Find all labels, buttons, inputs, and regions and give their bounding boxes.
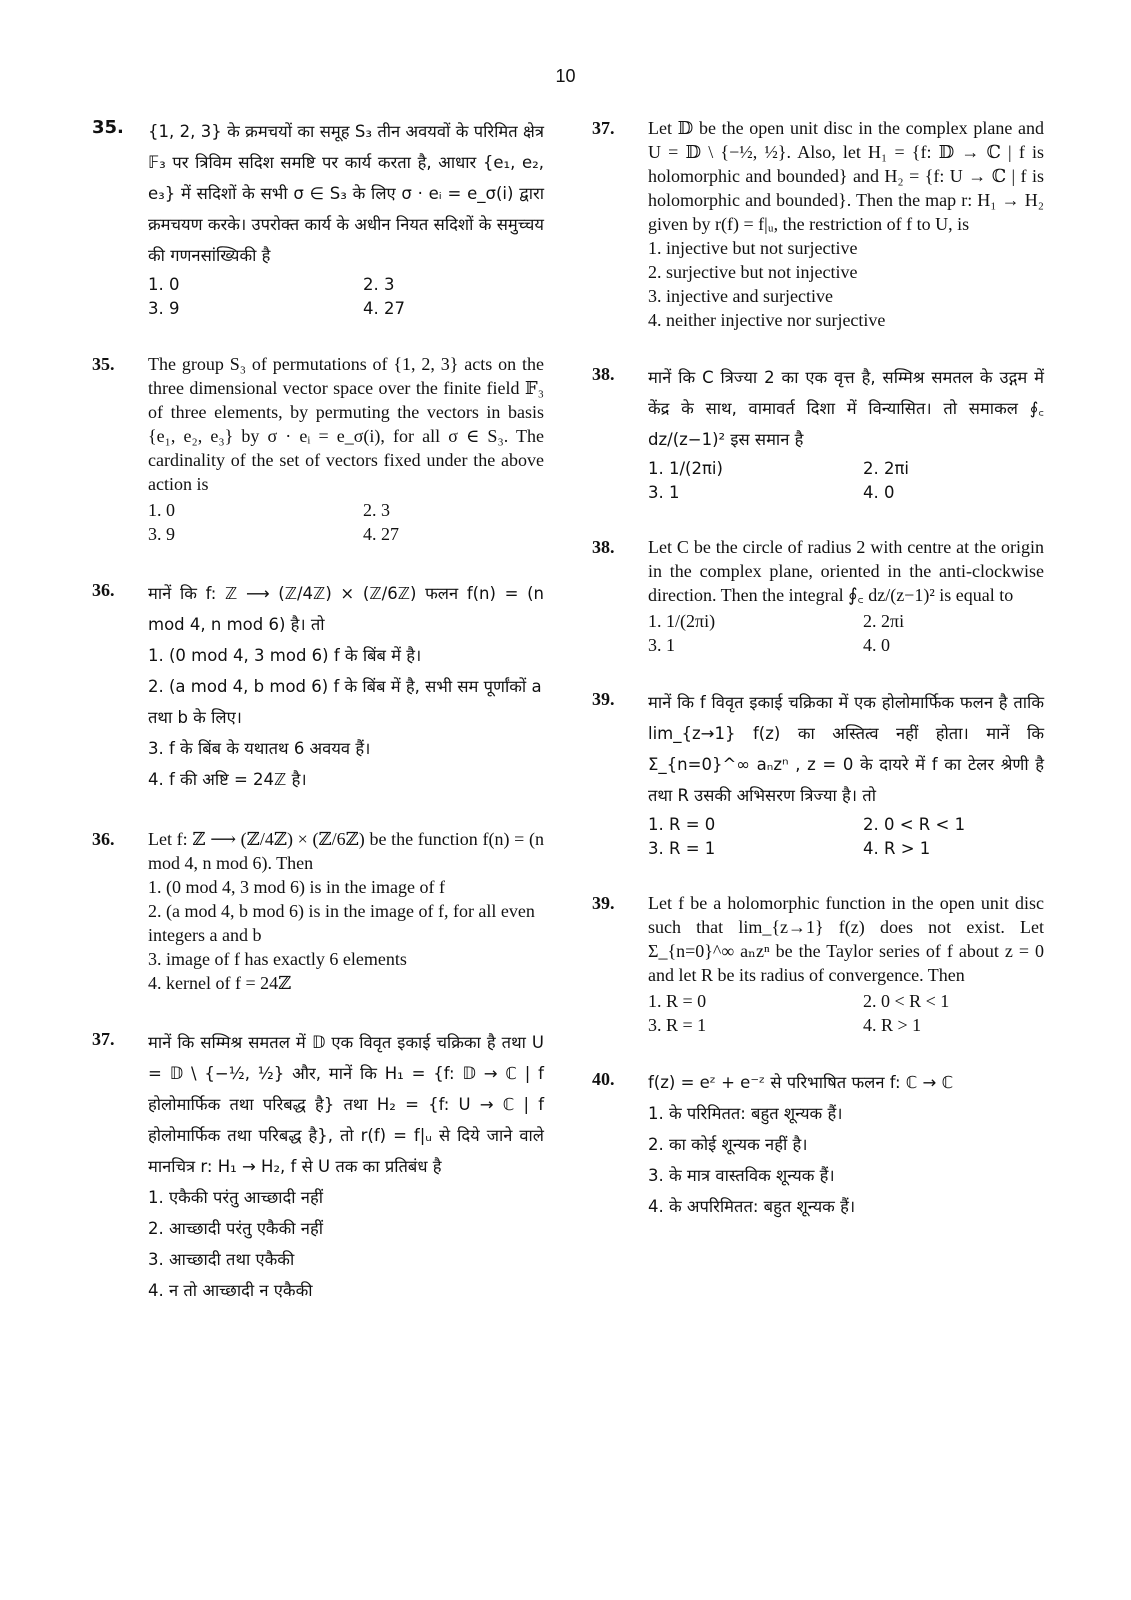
option-2: 2. 2πi <box>863 611 905 631</box>
option-3: 3. image of f has exactly 6 elements <box>148 949 407 969</box>
option-4: 4. neither injective nor surjective <box>648 310 886 330</box>
option-4: 4. 0 <box>863 483 895 502</box>
option-3: 3. 9 <box>148 299 180 318</box>
question-stem: f(z) = eᶻ + e⁻ᶻ से परिभाषित फलन f: ℂ → ℂ <box>648 1073 954 1092</box>
option-3: 3. 1 <box>648 635 675 655</box>
question-stem: Let 𝔻 be the open unit disc in the complex plane and U = 𝔻 \ {−½, ½}. Also, let H₁ = {f: 𝔻 → ℂ | f is holomorphic and bounded} and H₂ = {f: U → ℂ | f is holomorphic and bounded}. Then the map r: H₁ → H₂ given by r(f) = f|ᵤ, the restriction of f to U, is <box>648 118 1044 234</box>
option-4: 4. 27 <box>363 524 399 544</box>
question-38-english <box>592 535 1044 657</box>
option-3: 3. R = 1 <box>648 1015 707 1035</box>
question-stem: {1, 2, 3} के क्रमचयों का समूह S₃ तीन अवयवों के परिमित क्षेत्र 𝔽₃ पर त्रिविम सदिश समष्टि पर कार्य करता है, आधार {e₁, e₂, e₃} में सदिशों के सभी σ ∈ S₃ के लिए σ · eᵢ = e_σ(i) द्वारा क्रमचयण करके। उपरोक्त कार्य के अधीन नियत सदिशों के समुच्चय की गणनसांख्यिकी है <box>148 122 544 265</box>
option-2: 2. (a mod 4, b mod 6) f के बिंब में है, सभी सम पूर्णांकों a तथा b के लिए। <box>148 677 542 727</box>
option-2: 2. (a mod 4, b mod 6) is in the image of f, for all even integers a and b <box>148 901 535 945</box>
option-4: 4. के अपरिमितत: बहुत शून्यक हैं। <box>648 1197 856 1216</box>
option-1: 1. 0 <box>148 275 180 294</box>
question-38-hindi <box>592 362 1044 505</box>
option-2: 2. 3 <box>363 500 390 520</box>
option-2: 2. आच्छादी परंतु एकैकी नहीं <box>148 1219 323 1238</box>
question-stem: Let f: ℤ ⟶ (ℤ/4ℤ) × (ℤ/6ℤ) be the function f(n) = (n mod 4, n mod 6). Then <box>148 829 544 873</box>
option-4: 4. kernel of f = 24ℤ <box>148 973 292 993</box>
question-number: 38. <box>592 537 615 557</box>
question-number: 35. <box>92 354 115 374</box>
option-1: 1. के परिमितत: बहुत शून्यक हैं। <box>648 1104 843 1123</box>
question-number: 37. <box>592 118 615 138</box>
option-1: 1. 1/(2πi) <box>648 611 716 631</box>
question-35-english <box>92 352 544 546</box>
option-4: 4. 27 <box>363 299 405 318</box>
option-1: 1. (0 mod 4, 3 mod 6) is in the image of f <box>148 877 445 897</box>
left-column <box>92 116 544 1306</box>
question-number: 39. <box>592 689 615 709</box>
question-number: 38. <box>592 364 615 384</box>
question-number: 35. <box>92 117 124 138</box>
option-2: 2. का कोई शून्यक नहीं है। <box>648 1135 808 1154</box>
right-column <box>592 116 1044 1222</box>
question-stem: The group S₃ of permutations of {1, 2, 3} acts on the three dimensional vector space over the finite field 𝔽₃ of three elements, by permuting the vectors in basis {e₁, e₂, e₃} by σ · eᵢ = e_σ(i), for all σ ∈ S₃. The cardinality of the set of vectors fixed under the above action is <box>148 354 544 494</box>
option-2: 2. 0 < R < 1 <box>863 815 966 834</box>
option-2: 2. 0 < R < 1 <box>863 991 950 1011</box>
question-stem: मानें कि f विवृत इकाई चक्रिका में एक होलोमार्फिक फलन है ताकि lim_{z→1} f(z) का अस्तित्व नहीं होता। मानें कि Σ_{n=0}^∞ aₙzⁿ , z = 0 के दायरे में f का टेलर श्रेणी है तथा R उसकी अभिसरण त्रिज्या है। तो <box>648 693 1044 805</box>
question-39-english <box>592 891 1044 1037</box>
option-4: 4. R > 1 <box>863 839 931 858</box>
question-stem: मानें कि सम्मिश्र समतल में 𝔻 एक विवृत इकाई चक्रिका है तथा U = 𝔻 \ {−½, ½} और, मानें कि H₁ = {f: 𝔻 → ℂ | f होलोमार्फिक तथा परिबद्ध है} तथा H₂ = {f: U → ℂ | f होलोमार्फिक तथा परिबद्ध है}, तो r(f) = f|ᵤ से दिये जाने वाले मानचित्र r: H₁ → H₂, f से U तक का प्रतिबंध है <box>148 1033 544 1176</box>
question-36-hindi <box>92 578 544 795</box>
option-1: 1. 1/(2πi) <box>648 459 723 478</box>
option-3: 3. f के बिंब के यथातथ 6 अवयव हैं। <box>148 739 371 758</box>
option-3: 3. आच्छादी तथा एकैकी <box>148 1250 295 1269</box>
option-1: 1. R = 0 <box>648 815 716 834</box>
question-36-english <box>92 827 544 995</box>
question-stem: Let f be a holomorphic function in the open unit disc such that lim_{z→1} f(z) does not exist. Let Σ_{n=0}^∞ aₙzⁿ be the Taylor series of f about z = 0 and let R be its radius of convergence. Then <box>648 893 1044 985</box>
option-1: 1. injective but not surjective <box>648 238 858 258</box>
question-stem: Let C be the circle of radius 2 with centre at the origin in the complex plane, oriented in the anti-clockwise direction. Then the integral ∮꜀ dz/(z−1)² is equal to <box>648 537 1044 605</box>
question-number: 40. <box>592 1069 615 1089</box>
option-2: 2. surjective but not injective <box>648 262 858 282</box>
option-3: 3. 1 <box>648 483 680 502</box>
option-1: 1. (0 mod 4, 3 mod 6) f के बिंब में है। <box>148 646 422 665</box>
option-3: 3. injective and surjective <box>648 286 833 306</box>
option-4: 4. f की अष्टि = 24ℤ है। <box>148 770 307 789</box>
option-1: 1. R = 0 <box>648 991 707 1011</box>
option-4: 4. 0 <box>863 635 890 655</box>
option-3: 3. R = 1 <box>648 839 716 858</box>
question-40-hindi <box>592 1067 1044 1222</box>
option-4: 4. न तो आच्छादी न एकैकी <box>148 1281 313 1300</box>
question-37-hindi <box>92 1027 544 1306</box>
option-3: 3. के मात्र वास्तविक शून्यक हैं। <box>648 1166 835 1185</box>
question-number: 39. <box>592 893 615 913</box>
option-1: 1. एकैकी परंतु आच्छादी नहीं <box>148 1188 323 1207</box>
option-2: 2. 3 <box>363 275 395 294</box>
option-1: 1. 0 <box>148 500 175 520</box>
question-number: 36. <box>92 580 115 600</box>
question-number: 37. <box>92 1029 115 1049</box>
question-37-english <box>592 116 1044 332</box>
question-39-hindi <box>592 687 1044 861</box>
option-3: 3. 9 <box>148 524 175 544</box>
option-2: 2. 2πi <box>863 459 910 478</box>
question-stem: मानें कि f: ℤ ⟶ (ℤ/4ℤ) × (ℤ/6ℤ) फलन f(n) = (n mod 4, n mod 6) है। तो <box>148 584 544 634</box>
question-35-hindi <box>92 116 544 321</box>
page-number: 10 <box>555 66 576 86</box>
question-stem: मानें कि C त्रिज्या 2 का एक वृत्त है, सम्मिश्र समतल के उद्गम में केंद्र के साथ, वामावर्त दिशा में विन्यासित। तो समाकल ∮꜀ dz/(z−1)² इस समान है <box>648 368 1044 449</box>
option-4: 4. R > 1 <box>863 1015 922 1035</box>
question-number: 36. <box>92 829 115 849</box>
